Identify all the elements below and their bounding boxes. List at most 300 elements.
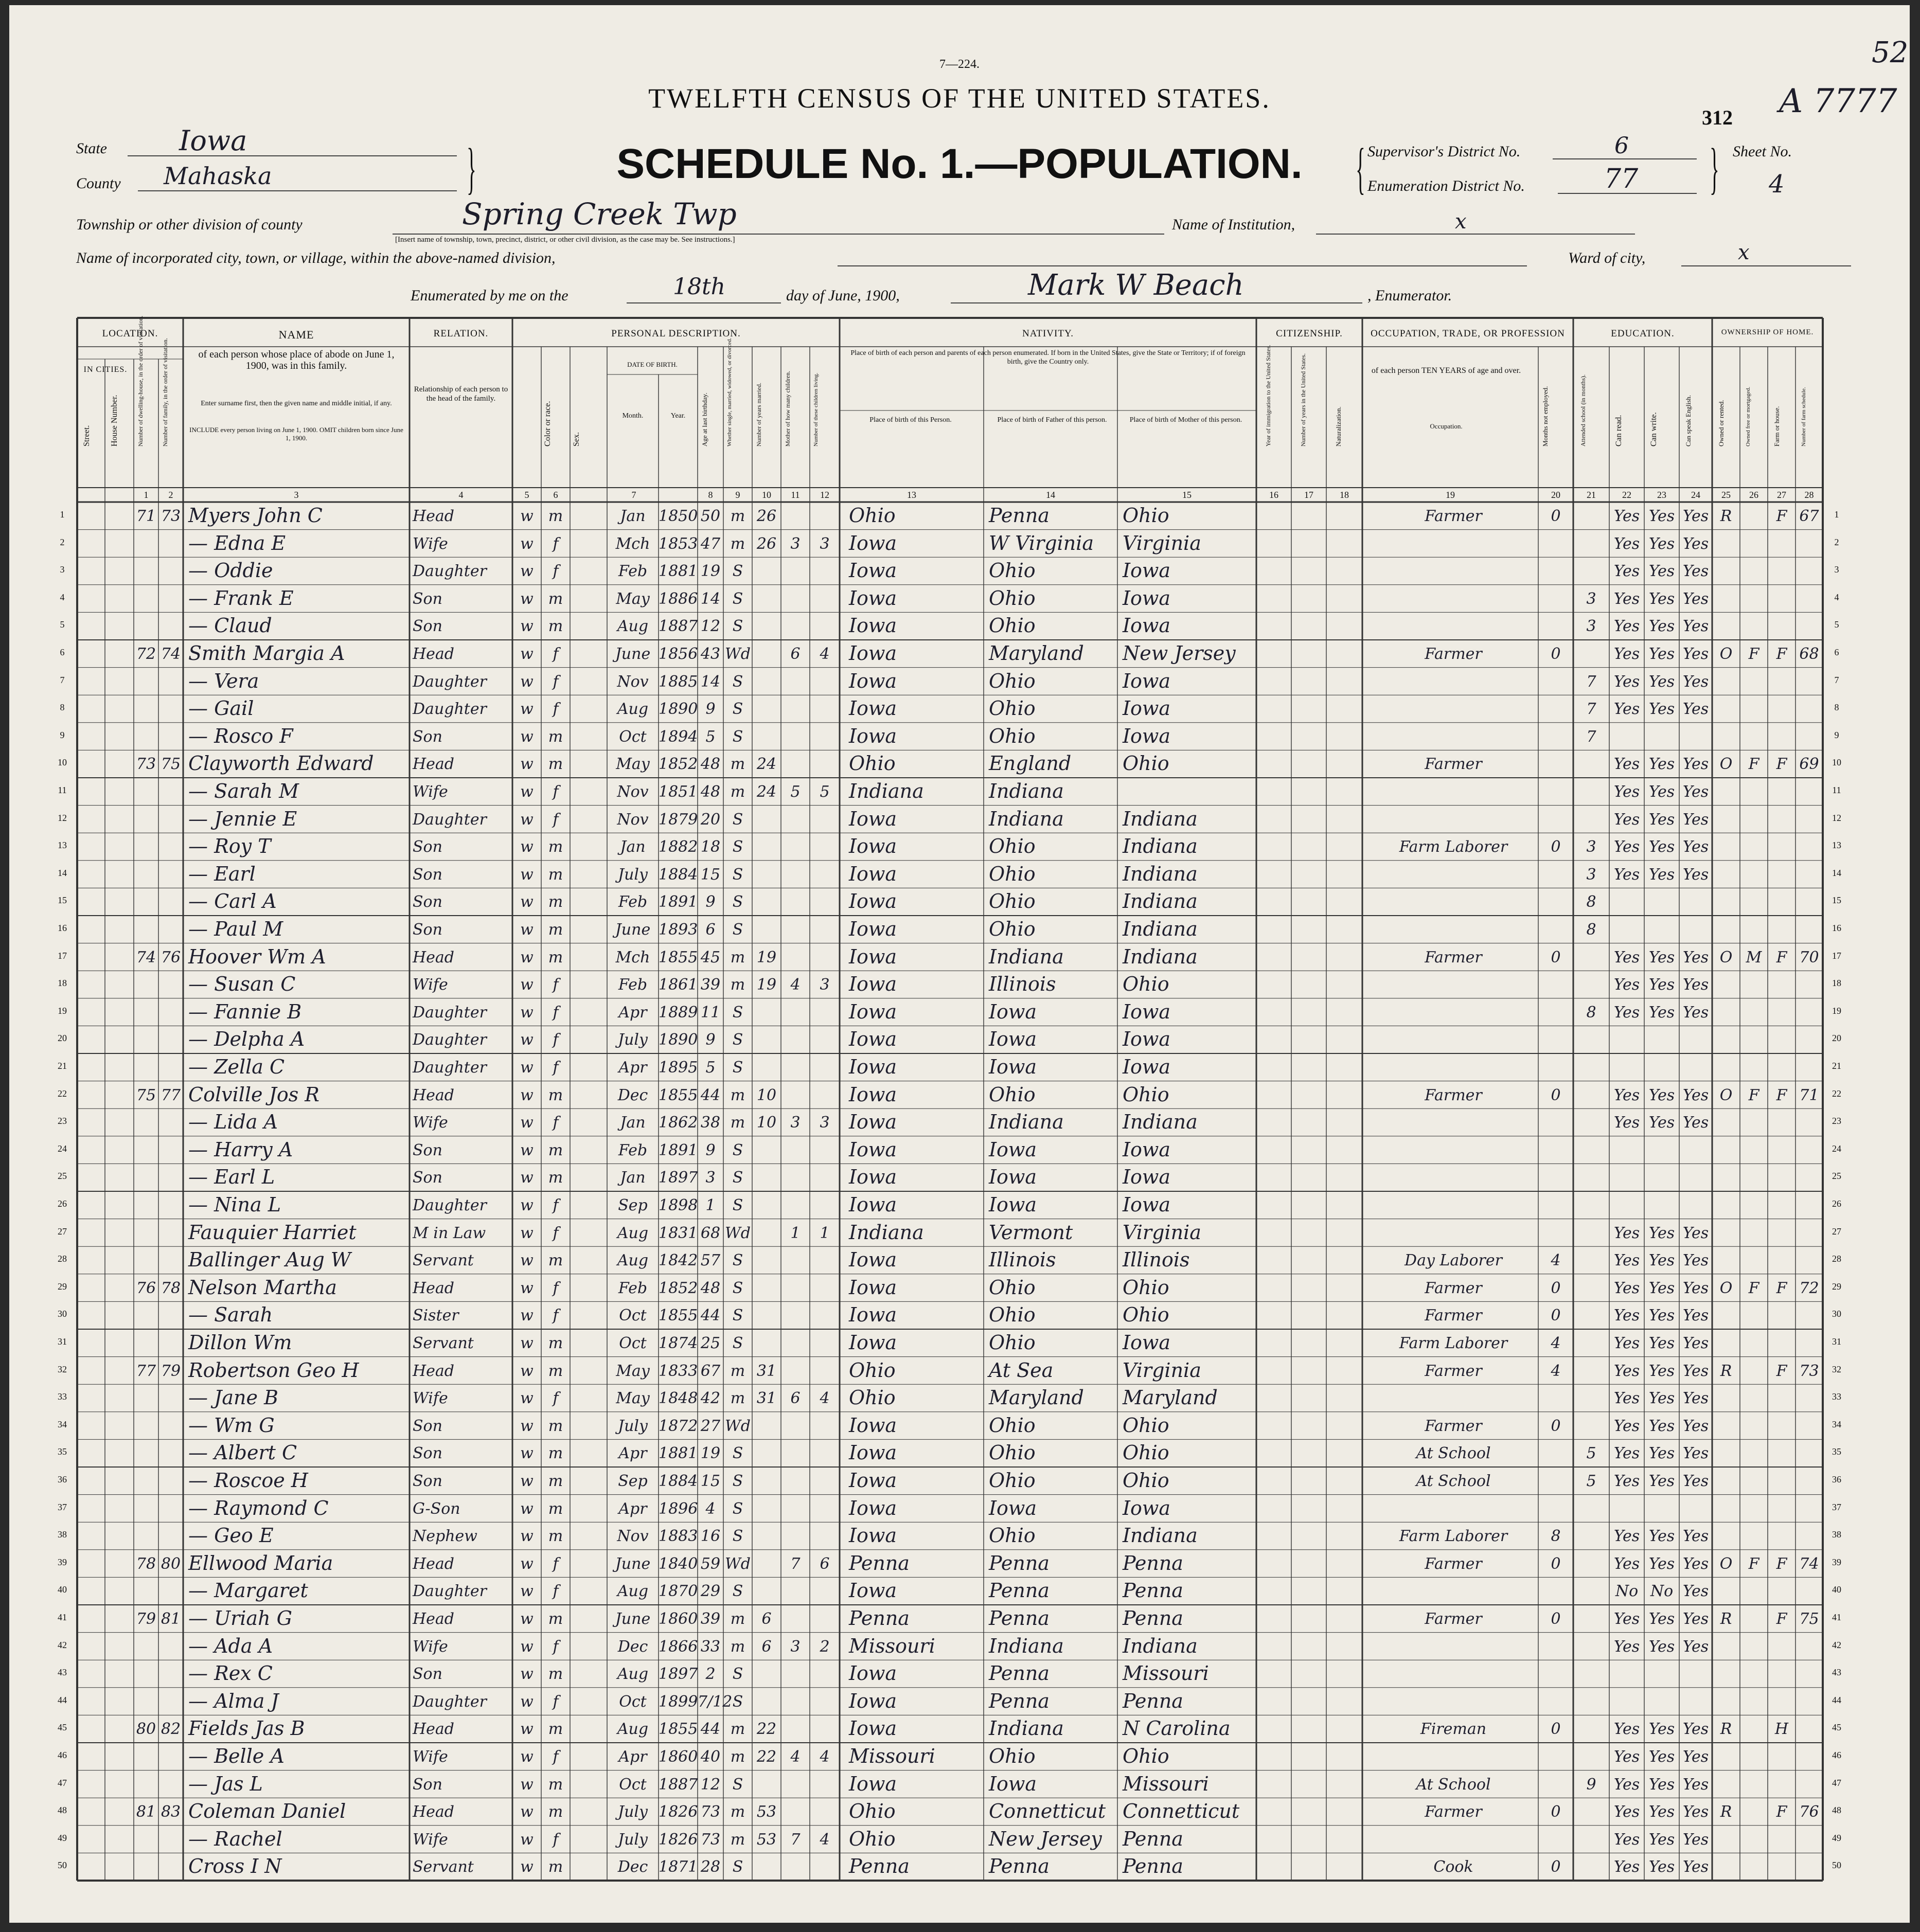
row-number-left: 4 bbox=[60, 592, 65, 602]
sex: f bbox=[553, 976, 559, 994]
row-number-left: 32 bbox=[58, 1364, 67, 1374]
birthplace-person: Iowa bbox=[849, 890, 897, 913]
birth-month: July bbox=[618, 1803, 648, 1821]
color: w bbox=[520, 1858, 534, 1876]
children-living: 3 bbox=[820, 976, 830, 994]
owned-rented: R bbox=[1720, 1362, 1732, 1380]
color: w bbox=[520, 948, 534, 967]
family-number: 75 bbox=[161, 755, 181, 774]
group-location: LOCATION. bbox=[102, 328, 158, 339]
birthplace-father: Ohio bbox=[989, 669, 1036, 692]
marital-status: S bbox=[732, 838, 743, 856]
can-read: Yes bbox=[1613, 1472, 1640, 1490]
marital-status: S bbox=[732, 1527, 743, 1546]
can-read: Yes bbox=[1613, 1803, 1640, 1821]
birth-month: Jan bbox=[620, 838, 646, 856]
row-number-left: 5 bbox=[60, 619, 65, 630]
age: 38 bbox=[700, 1114, 721, 1132]
months-not-employed: 0 bbox=[1551, 1086, 1561, 1104]
row-number-right: 19 bbox=[1832, 1005, 1841, 1016]
age: 9 bbox=[705, 700, 716, 719]
row-number-right: 35 bbox=[1832, 1446, 1841, 1457]
sex: f bbox=[553, 534, 559, 553]
birth-month: Oct bbox=[619, 1692, 647, 1711]
row-number-right: 47 bbox=[1832, 1777, 1841, 1788]
marital-status: S bbox=[732, 1169, 743, 1187]
birthplace-mother: Iowa bbox=[1123, 1138, 1171, 1161]
birthplace-mother: Virginia bbox=[1123, 1221, 1201, 1244]
age: 12 bbox=[700, 1775, 721, 1794]
can-read: Yes bbox=[1613, 1389, 1640, 1408]
can-speak-english: Yes bbox=[1682, 645, 1709, 663]
birthplace-father: Iowa bbox=[989, 1000, 1037, 1023]
sex: m bbox=[548, 1803, 563, 1821]
can-speak-english: Yes bbox=[1682, 1279, 1709, 1297]
birthplace-mother: Virginia bbox=[1123, 531, 1201, 554]
column-number: 25 bbox=[1721, 490, 1731, 500]
birth-year: 1897 bbox=[659, 1665, 698, 1684]
birthplace-father: Iowa bbox=[989, 1056, 1037, 1078]
birthplace-father: Vermont bbox=[989, 1221, 1073, 1244]
sex: m bbox=[548, 1665, 563, 1684]
row-number-right: 18 bbox=[1832, 978, 1841, 989]
can-write: Yes bbox=[1648, 1003, 1675, 1022]
family-number: 82 bbox=[161, 1720, 181, 1739]
schedule-title: SCHEDULE No. 1.—POPULATION. bbox=[616, 140, 1303, 187]
marital-status: m bbox=[730, 783, 745, 801]
group-education: EDUCATION. bbox=[1611, 328, 1675, 339]
birthplace-person: Iowa bbox=[849, 945, 897, 968]
children-living: 4 bbox=[820, 1389, 830, 1408]
can-write: Yes bbox=[1648, 1472, 1675, 1490]
birth-year: 1872 bbox=[659, 1417, 698, 1435]
months-not-employed: 0 bbox=[1551, 1554, 1561, 1573]
birth-year: 1899 bbox=[659, 1692, 698, 1711]
can-write: Yes bbox=[1648, 1720, 1675, 1739]
row-number-left: 10 bbox=[58, 757, 67, 768]
farm-schedule: 68 bbox=[1799, 645, 1819, 663]
can-read: Yes bbox=[1613, 810, 1640, 829]
sex: f bbox=[553, 1554, 559, 1573]
color: w bbox=[520, 1224, 534, 1242]
birth-year: 1898 bbox=[659, 1196, 698, 1214]
age: 39 bbox=[700, 1610, 721, 1628]
birthplace-mother: Indiana bbox=[1123, 945, 1198, 968]
school-months: 3 bbox=[1586, 617, 1596, 636]
relation: Son bbox=[413, 838, 442, 856]
can-write: Yes bbox=[1648, 948, 1675, 967]
birthplace-father: Ohio bbox=[989, 724, 1036, 747]
row-number-left: 14 bbox=[58, 867, 67, 878]
birthplace-person: Ohio bbox=[849, 504, 896, 527]
row-number-left: 22 bbox=[58, 1088, 67, 1099]
age: 29 bbox=[700, 1582, 721, 1601]
dwelling-number: 79 bbox=[136, 1610, 156, 1628]
can-write: Yes bbox=[1648, 1830, 1675, 1849]
free-mortgaged: F bbox=[1748, 645, 1759, 663]
school-months: 5 bbox=[1586, 1444, 1596, 1463]
months-not-employed: 0 bbox=[1551, 507, 1561, 525]
relation: Son bbox=[413, 589, 442, 608]
school-months: 7 bbox=[1586, 672, 1596, 691]
sex: m bbox=[548, 727, 563, 746]
children-living: 5 bbox=[820, 783, 830, 801]
years-married: 10 bbox=[756, 1114, 777, 1132]
color: w bbox=[520, 1251, 534, 1270]
birthplace-person: Iowa bbox=[849, 1496, 897, 1519]
occupation: Farmer bbox=[1425, 1307, 1482, 1325]
birth-month: June bbox=[615, 921, 651, 939]
marital-status: m bbox=[730, 1637, 745, 1656]
can-speak-english: Yes bbox=[1682, 700, 1709, 719]
can-speak-english: Yes bbox=[1682, 1472, 1709, 1490]
birthplace-father: Maryland bbox=[989, 1386, 1084, 1409]
row-number-left: 38 bbox=[58, 1529, 67, 1540]
owned-rented: O bbox=[1719, 1086, 1733, 1104]
row-number-left: 11 bbox=[58, 785, 67, 795]
township-label: Township or other division of county bbox=[76, 216, 303, 233]
can-speak-english: Yes bbox=[1682, 810, 1709, 829]
column-number: 24 bbox=[1691, 490, 1700, 500]
can-read: Yes bbox=[1613, 948, 1640, 967]
years-married: 53 bbox=[756, 1830, 777, 1849]
can-write: Yes bbox=[1648, 562, 1675, 581]
birthplace-person: Iowa bbox=[849, 559, 897, 582]
farm-schedule: 67 bbox=[1799, 507, 1819, 525]
can-write: Yes bbox=[1648, 1362, 1675, 1380]
children-living: 1 bbox=[820, 1224, 830, 1242]
sex: m bbox=[548, 1417, 563, 1435]
can-read: Yes bbox=[1613, 1610, 1640, 1628]
birth-month: Aug bbox=[617, 1665, 649, 1684]
can-read: Yes bbox=[1613, 562, 1640, 581]
birth-month: Feb bbox=[618, 562, 648, 581]
years-married: 24 bbox=[756, 783, 777, 801]
marital-status: m bbox=[730, 1803, 745, 1821]
birth-year: 1840 bbox=[659, 1554, 698, 1573]
birthplace-mother: Connetticut bbox=[1123, 1800, 1240, 1823]
person-name: — Delpha A bbox=[188, 1028, 305, 1051]
mother-of: 3 bbox=[790, 1637, 801, 1656]
row-number-left: 2 bbox=[60, 536, 65, 547]
months-not-employed: 0 bbox=[1551, 1417, 1561, 1435]
children-living: 3 bbox=[820, 1114, 830, 1132]
marital-status: m bbox=[730, 1114, 745, 1132]
color: w bbox=[520, 1196, 534, 1214]
color: w bbox=[520, 865, 534, 884]
can-speak-english: Yes bbox=[1682, 1858, 1709, 1876]
relation: Son bbox=[413, 1775, 442, 1794]
birthplace-person: Iowa bbox=[849, 1579, 897, 1602]
ward-value: x bbox=[1738, 241, 1750, 264]
row-number-right: 4 bbox=[1834, 592, 1839, 602]
farm-house: F bbox=[1776, 1086, 1787, 1104]
birth-month: Aug bbox=[617, 617, 649, 636]
birthplace-person: Iowa bbox=[849, 1441, 897, 1464]
row-number-left: 18 bbox=[58, 978, 67, 989]
birth-year: 1855 bbox=[659, 948, 698, 967]
birthplace-mother: Iowa bbox=[1123, 1028, 1171, 1051]
person-name: — Sarah M bbox=[188, 780, 299, 802]
sex: f bbox=[553, 1307, 559, 1325]
can-write: Yes bbox=[1648, 1803, 1675, 1821]
can-read: Yes bbox=[1613, 865, 1640, 884]
relation: Son bbox=[413, 1665, 442, 1684]
row-number-left: 13 bbox=[58, 840, 67, 851]
row-number-right: 8 bbox=[1834, 702, 1839, 713]
row-number-right: 36 bbox=[1832, 1474, 1841, 1484]
farm-schedule: 76 bbox=[1799, 1803, 1819, 1821]
age: 5 bbox=[705, 1059, 716, 1077]
birthplace-mother: Iowa bbox=[1123, 1331, 1171, 1354]
sex: m bbox=[548, 1169, 563, 1187]
dwelling-header: Number of dwelling-house, in the order of visitation. bbox=[137, 315, 144, 446]
sex: m bbox=[548, 1362, 563, 1380]
can-speak-english: Yes bbox=[1682, 948, 1709, 967]
township-line bbox=[393, 234, 1164, 235]
sex: f bbox=[553, 1224, 559, 1242]
birth-year: 1897 bbox=[659, 1169, 698, 1187]
relation: M in Law bbox=[413, 1224, 486, 1242]
row-number-left: 19 bbox=[58, 1005, 67, 1016]
brace-left: } bbox=[467, 137, 476, 200]
birth-year: 1871 bbox=[659, 1858, 698, 1876]
age: 9 bbox=[705, 1141, 716, 1159]
birthplace-person: Ohio bbox=[849, 1827, 896, 1850]
sex: m bbox=[548, 1775, 563, 1794]
birthplace-mother: Indiana bbox=[1123, 807, 1198, 830]
person-name: Clayworth Edward bbox=[188, 752, 374, 775]
can-read: Yes bbox=[1613, 672, 1640, 691]
relation: Daughter bbox=[413, 700, 487, 719]
birthplace-father: Ohio bbox=[989, 835, 1036, 858]
school-months: 8 bbox=[1586, 1003, 1596, 1022]
row-number-right: 38 bbox=[1832, 1529, 1841, 1540]
marital-status: m bbox=[730, 976, 745, 994]
birthplace-person: Penna bbox=[849, 1607, 910, 1630]
relation: Son bbox=[413, 1141, 442, 1159]
birth-month: May bbox=[616, 589, 650, 608]
city-label: Name of incorporated city, town, or village, within the above-named division, bbox=[76, 249, 556, 266]
can-write: Yes bbox=[1648, 1224, 1675, 1242]
row-number-left: 42 bbox=[58, 1639, 67, 1650]
birthplace-father: Penna bbox=[989, 1579, 1050, 1602]
row-number-left: 39 bbox=[58, 1557, 67, 1567]
school-months: 8 bbox=[1586, 893, 1596, 911]
family-header: Number of family, in the order of visitation. bbox=[162, 338, 169, 446]
age: 25 bbox=[700, 1334, 721, 1352]
person-name: — Nina L bbox=[188, 1193, 281, 1216]
relation: Wife bbox=[413, 534, 448, 553]
birth-month: Mch bbox=[615, 948, 650, 967]
free-mortgaged: F bbox=[1748, 1554, 1759, 1573]
row-number-left: 36 bbox=[58, 1474, 67, 1484]
farm-schedule: 71 bbox=[1799, 1086, 1819, 1104]
row-number-left: 40 bbox=[58, 1584, 67, 1595]
row-number-right: 37 bbox=[1832, 1501, 1841, 1512]
birthplace-person: Penna bbox=[849, 1855, 910, 1878]
birth-month: Nov bbox=[617, 672, 649, 691]
row-number-left: 33 bbox=[58, 1391, 67, 1402]
can-read: Yes bbox=[1613, 1417, 1640, 1435]
birthplace-mother: Illinois bbox=[1123, 1248, 1190, 1272]
birthplace-mother: Indiana bbox=[1123, 1524, 1198, 1547]
birth-year: 1885 bbox=[659, 672, 698, 691]
family-number: 79 bbox=[161, 1362, 181, 1380]
can-read: Yes bbox=[1613, 838, 1640, 856]
row-number-left: 50 bbox=[58, 1860, 67, 1871]
birthplace-father: Indiana bbox=[989, 1717, 1064, 1740]
birthplace-father: Iowa bbox=[989, 1028, 1037, 1051]
farm-house: F bbox=[1776, 645, 1787, 663]
county-label: County bbox=[76, 175, 121, 192]
person-name: — Uriah G bbox=[188, 1607, 292, 1630]
form-number: 7—224. bbox=[939, 58, 980, 71]
can-write: Yes bbox=[1648, 1554, 1675, 1573]
birth-month: June bbox=[615, 1610, 651, 1628]
birth-month: Apr bbox=[618, 1003, 647, 1022]
group-relation: RELATION. bbox=[433, 328, 489, 339]
can-speak-english: Yes bbox=[1682, 1362, 1709, 1380]
birthplace-person: Indiana bbox=[849, 780, 924, 802]
age: 33 bbox=[700, 1637, 721, 1656]
row-number-left: 43 bbox=[58, 1667, 67, 1678]
relation: Wife bbox=[413, 1637, 448, 1656]
marital-status: m bbox=[730, 755, 745, 774]
birthplace-father: Ohio bbox=[989, 1303, 1036, 1327]
can-write: Yes bbox=[1648, 507, 1675, 525]
street-header: Street. bbox=[82, 425, 91, 446]
birthplace-mother: Indiana bbox=[1123, 1111, 1198, 1134]
dwelling-number: 72 bbox=[136, 645, 156, 663]
can-read: Yes bbox=[1613, 755, 1640, 774]
age: 11 bbox=[700, 1003, 721, 1022]
birthplace-person: Iowa bbox=[849, 724, 897, 747]
name-desc: of each person whose place of abode on June 1, 1900, was in this family. bbox=[198, 349, 395, 371]
months-not-employed: 0 bbox=[1551, 1858, 1561, 1876]
birthplace-father: Iowa bbox=[989, 1166, 1037, 1189]
can-read: No bbox=[1615, 1582, 1639, 1601]
relation: Daughter bbox=[413, 1031, 487, 1049]
can-speak-english: Yes bbox=[1682, 755, 1709, 774]
row-number-right: 7 bbox=[1834, 674, 1839, 685]
birthplace-person: Iowa bbox=[849, 1193, 897, 1216]
birth-year: 1831 bbox=[659, 1224, 698, 1242]
birthplace-person: Indiana bbox=[849, 1221, 924, 1244]
farm-house: F bbox=[1776, 755, 1787, 774]
row-number-left: 49 bbox=[58, 1832, 67, 1843]
row-number-right: 31 bbox=[1832, 1336, 1841, 1347]
can-speak-english: Yes bbox=[1682, 1748, 1709, 1766]
color: w bbox=[520, 645, 534, 663]
can-read: Yes bbox=[1613, 1224, 1640, 1242]
birth-month: Nov bbox=[617, 783, 649, 801]
farm-house: H bbox=[1774, 1720, 1789, 1739]
birthplace-mother: Ohio bbox=[1123, 1276, 1169, 1299]
marital-status: S bbox=[732, 1499, 743, 1518]
birthplace-mother: Ohio bbox=[1123, 752, 1169, 775]
occupation: Farm Laborer bbox=[1399, 838, 1508, 856]
color: w bbox=[520, 1444, 534, 1463]
birthplace-mother: Penna bbox=[1123, 1579, 1183, 1602]
birth-month: Feb bbox=[618, 1141, 648, 1159]
free-mortgaged-header: Owned free or mortgaged. bbox=[1745, 386, 1751, 446]
age: 48 bbox=[700, 1279, 721, 1297]
age: 48 bbox=[700, 755, 721, 774]
birthplace-mother: Penna bbox=[1123, 1827, 1183, 1850]
row-number-left: 26 bbox=[58, 1198, 67, 1209]
birth-month: Apr bbox=[618, 1499, 647, 1518]
can-speak-english: Yes bbox=[1682, 1582, 1709, 1601]
can-read: Yes bbox=[1613, 1003, 1640, 1022]
can-write: Yes bbox=[1648, 755, 1675, 774]
age: 47 bbox=[700, 534, 721, 553]
occupation-header: Occupation. bbox=[1430, 422, 1463, 430]
color: w bbox=[520, 672, 534, 691]
can-write: Yes bbox=[1648, 1307, 1675, 1325]
supervisor-label: Supervisor's District No. bbox=[1367, 143, 1521, 160]
sex: m bbox=[548, 1858, 563, 1876]
children-living: 4 bbox=[820, 1748, 830, 1766]
column-number: 8 bbox=[708, 490, 713, 500]
can-speak-header: Can speak English. bbox=[1684, 395, 1692, 446]
can-speak-english: Yes bbox=[1682, 1003, 1709, 1022]
age: 3 bbox=[705, 1169, 716, 1187]
relation: Son bbox=[413, 1444, 442, 1463]
children-living: 3 bbox=[820, 534, 830, 553]
sex: m bbox=[548, 755, 563, 774]
color: w bbox=[520, 1692, 534, 1711]
years-married: 22 bbox=[756, 1720, 777, 1739]
mother-of: 3 bbox=[790, 534, 801, 553]
can-read: Yes bbox=[1613, 645, 1640, 663]
can-read: Yes bbox=[1613, 1775, 1640, 1794]
birth-month: Feb bbox=[618, 893, 648, 911]
birthplace-mother: Ohio bbox=[1123, 1441, 1169, 1464]
birth-month: Jan bbox=[620, 1114, 646, 1132]
birth-year: 1855 bbox=[659, 1720, 698, 1739]
column-number: 1 bbox=[144, 490, 149, 500]
sex: m bbox=[548, 1472, 563, 1490]
row-number-right: 49 bbox=[1832, 1832, 1841, 1843]
row-number-right: 16 bbox=[1832, 923, 1841, 933]
color: w bbox=[520, 617, 534, 636]
row-number-right: 48 bbox=[1832, 1805, 1841, 1816]
birthplace-father: Iowa bbox=[989, 1138, 1037, 1161]
row-number-left: 7 bbox=[60, 674, 65, 685]
occupation: At School bbox=[1416, 1775, 1491, 1794]
sex: f bbox=[553, 783, 559, 801]
can-speak-english: Yes bbox=[1682, 1610, 1709, 1628]
birth-year: 1853 bbox=[659, 534, 698, 553]
person-name: — Edna E bbox=[188, 531, 286, 554]
birthplace-person: Iowa bbox=[849, 1248, 897, 1272]
birthplace-father: Ohio bbox=[989, 614, 1036, 637]
institution-label: Name of Institution, bbox=[1172, 216, 1295, 233]
birth-year: 1852 bbox=[659, 1279, 698, 1297]
row-number-right: 21 bbox=[1832, 1061, 1841, 1071]
row-number-right: 34 bbox=[1832, 1419, 1841, 1429]
color: w bbox=[520, 589, 534, 608]
can-read: Yes bbox=[1613, 976, 1640, 994]
birth-year: 1893 bbox=[659, 921, 698, 939]
row-number-right: 40 bbox=[1832, 1584, 1841, 1595]
owned-rented: O bbox=[1719, 948, 1733, 967]
birth-header: DATE OF BIRTH. bbox=[627, 361, 678, 368]
person-name: Nelson Martha bbox=[188, 1276, 337, 1299]
birthplace-person: Iowa bbox=[849, 862, 897, 885]
age: 18 bbox=[700, 838, 721, 856]
